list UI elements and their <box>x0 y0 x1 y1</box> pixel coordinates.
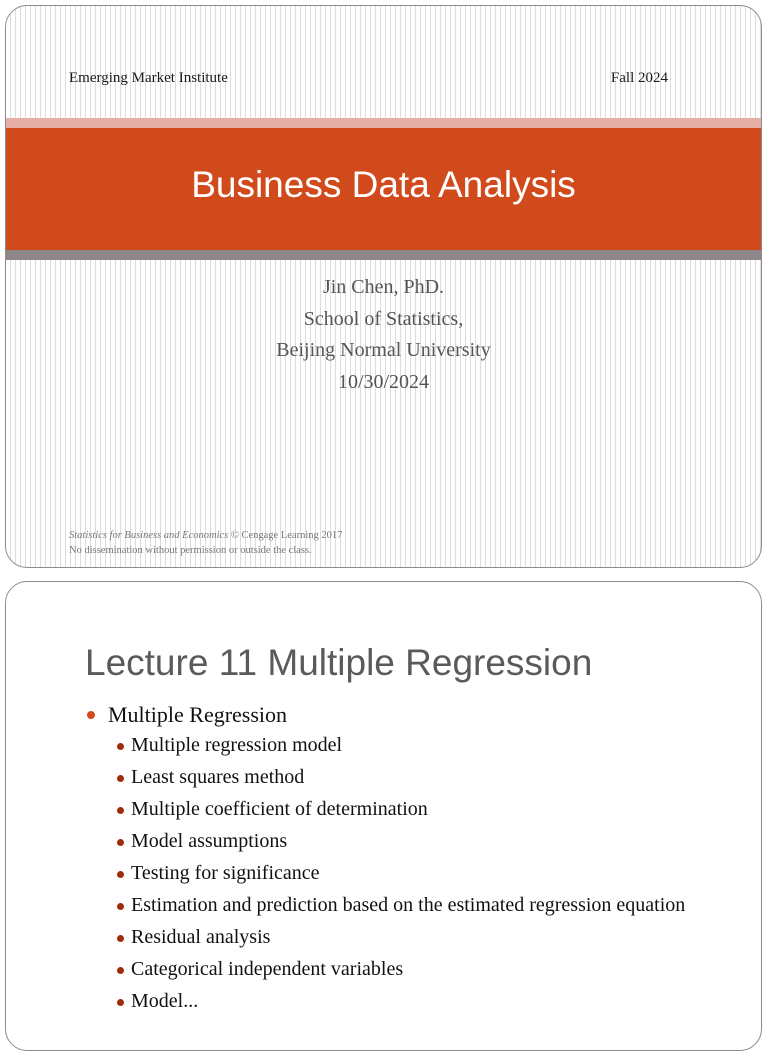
bullet-dot-icon <box>117 871 124 878</box>
sub-bullet-label: Residual analysis <box>131 926 271 948</box>
sub-bullet-label: Multiple coefficient of determination <box>131 798 428 820</box>
sub-bullet-label: Testing for significance <box>131 862 320 884</box>
sub-bullet-label: Model... <box>131 990 199 1012</box>
sub-bullet-label: Model assumptions <box>131 830 288 852</box>
book-title: Statistics for Business and Economics <box>69 530 229 541</box>
sub-bullet-label: Estimation and prediction based on the estimated regression equation <box>131 894 686 916</box>
bullet-dot-icon <box>117 903 124 910</box>
bullet-dot-icon <box>117 999 124 1006</box>
list-item <box>6 796 761 823</box>
bullet-dot-icon <box>117 775 124 782</box>
list-item <box>6 828 761 855</box>
list-item <box>6 956 761 983</box>
bullet-dot-icon <box>117 935 124 942</box>
bullet-dot-icon <box>117 743 124 750</box>
list-item <box>6 700 761 730</box>
list-item <box>6 892 761 919</box>
main-bullet-label: Multiple Regression <box>108 702 288 727</box>
sub-bullet-label: Categorical independent variables <box>131 958 404 980</box>
author-name: Jin Chen, PhD. <box>322 276 445 298</box>
list-item <box>6 860 761 887</box>
outline-slide <box>5 581 762 1051</box>
title-slide <box>5 5 762 568</box>
copyright-text: © Cengage Learning 2017 <box>228 530 343 541</box>
lecture-title: Lecture 11 Multiple Regression <box>85 642 593 683</box>
author-school: School of Statistics, <box>303 307 464 330</box>
bullet-dot-icon <box>87 711 95 719</box>
presentation-date: 10/30/2024 <box>337 370 430 393</box>
institute-label: Emerging Market Institute <box>69 70 228 86</box>
sub-bullet-label: Multiple regression model <box>131 734 343 756</box>
term-label: Fall 2024 <box>610 70 668 86</box>
accent-stripe-top <box>6 118 761 128</box>
sub-bullet-label: Least squares method <box>131 766 305 788</box>
bullet-dot-icon <box>117 807 124 814</box>
author-block <box>6 272 761 398</box>
list-item <box>6 924 761 951</box>
dissemination-notice: No dissemination without permission or outside the class. <box>69 545 312 556</box>
bullet-list <box>6 700 761 1020</box>
bullet-dot-icon <box>117 839 124 846</box>
copyright-footer <box>69 528 342 558</box>
author-university: Beijing Normal University <box>276 339 491 361</box>
list-item <box>6 764 761 791</box>
list-item <box>6 732 761 759</box>
accent-stripe-bottom <box>6 250 761 260</box>
bullet-dot-icon <box>117 967 124 974</box>
course-title: Business Data Analysis <box>191 164 576 205</box>
list-item <box>6 988 761 1015</box>
